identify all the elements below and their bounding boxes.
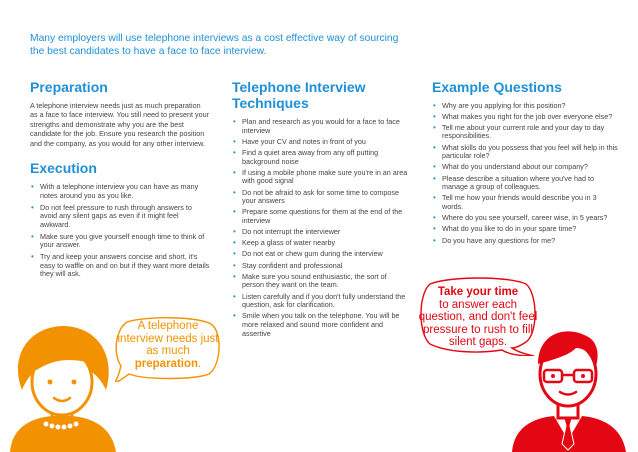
bullet-icon: • [433,142,436,152]
column-questions [432,80,618,248]
bullet-icon: • [31,202,34,212]
intro-text: Many employers will use telephone interviews as a cost effective way of sourcing the best candidates to have a face to face interview. [30,33,399,57]
list-item: • Why are you applying for this position? [433,100,566,110]
execution-title: Execution [30,160,97,177]
list-item: • Make sure you give yourself enough time to think of your answer. [31,231,205,250]
bullet-icon: • [233,260,236,270]
preparation-title: Preparation [30,79,108,95]
bullet-icon: • [433,111,436,121]
techniques-title: Telephone Interview Techniques [232,79,366,111]
man-illustration [498,318,638,452]
list-item: • Stay confident and professional [233,260,343,270]
techniques-list [232,118,410,338]
bullet-icon: • [233,291,236,301]
bullet-icon: • [233,311,236,321]
bullet-icon: • [433,235,436,245]
bullet-icon: • [433,213,436,223]
bullet-icon: • [233,271,236,281]
list-item: • Where do you see yourself, career wise, in 5 years? [433,213,608,223]
bullet-icon: • [31,231,34,241]
list-item: • Smile when you talk on the telephone. You will be more relaxed and sound more confident and assertive [233,311,400,338]
list-item: • Try and keep your answers concise and short, it's easy to waffle on and on but if they want more details they will ask. [31,252,210,279]
list-item: • Keep a glass of water nearby [233,238,336,248]
bullet-icon: • [433,193,436,203]
list-item: • Please describe a situation where you've had to manage a group of colleagues. [433,173,595,192]
bullet-icon: • [31,181,34,191]
bullet-icon: • [233,167,236,177]
column-preparation [30,80,210,282]
bullet-icon: • [233,187,236,197]
bullet-icon: • [433,162,436,172]
speech-bubble-right-text: Take your time to answer each question, and don't feel pressure to rush to fill silent gaps. [418,286,538,349]
bullet-icon: • [233,207,236,217]
list-item: • What skills do you possess that you feel will help in this particular role? [433,142,618,161]
bullet-icon: • [233,136,236,146]
speech-bubble-left-text: A telephone interview needs just as much preparation. [117,320,219,370]
list-item: • Make sure you sound enthusiastic, the sort of person they want on the team. [233,271,387,290]
list-item: • Do not be afraid to ask for some time to compose your answers [233,187,400,206]
list-item: • Do not interrupt the interviewer [233,227,341,237]
list-item: • Do not feel pressure to rush through answers to avoid any silent gaps as even if it might feel awkward. [31,202,192,229]
list-item: • Tell me how your friends would describe you in 3 words. [433,193,597,211]
bullet-icon: • [31,252,34,262]
list-item: • What makes you right for the job over everyone else? [433,111,613,121]
bullet-icon: • [233,147,236,157]
bullet-icon: • [433,224,436,234]
woman-illustration [0,320,130,452]
bullet-icon: • [433,122,436,132]
execution-list [30,183,210,279]
bullet-icon: • [233,238,236,248]
list-item: • Tell me about your current role and your day to day responsibilities. [433,122,605,141]
list-item: • Prepare some questions for them at the end of the interview [233,207,403,225]
bullet-icon: • [433,100,436,110]
bullet-icon: • [233,227,236,237]
list-item: • Listen carefully and if you don't fully understand the question, ask for clarification. [233,291,406,310]
bullet-icon: • [233,117,236,126]
bullet-icon: • [433,173,436,183]
list-item: • Do not eat or chew gum during the interview [233,249,383,259]
list-item: • What do you like to do in your spare time? [433,224,577,234]
list-item: • Find a quiet area away from any off putting background noise [233,147,379,166]
questions-list [432,102,618,246]
speech-bubble-left [115,316,221,382]
list-item: • Do you have any questions for me? [433,235,556,245]
list-item: • What do you understand about our company? [433,162,588,172]
list-item: • With a telephone interview you can have as many notes around you as you like. [31,181,199,200]
bullet-icon: • [233,249,236,259]
list-item: • Plan and research as you would for a face to face interview [233,117,400,135]
list-item: • Have your CV and notes in front of you [233,136,366,146]
list-item: • If using a mobile phone make sure you're in an area with good signal [233,167,408,186]
preparation-body: A telephone interview needs just as much preparation as a face to face interview. You still need to present your strengths and demonstrate why you are the best candidate for the job. Ensure you research the position and the company, as you would for any other interview. [30,100,209,148]
questions-title: Example Questions [432,79,562,95]
column-techniques [232,80,410,341]
